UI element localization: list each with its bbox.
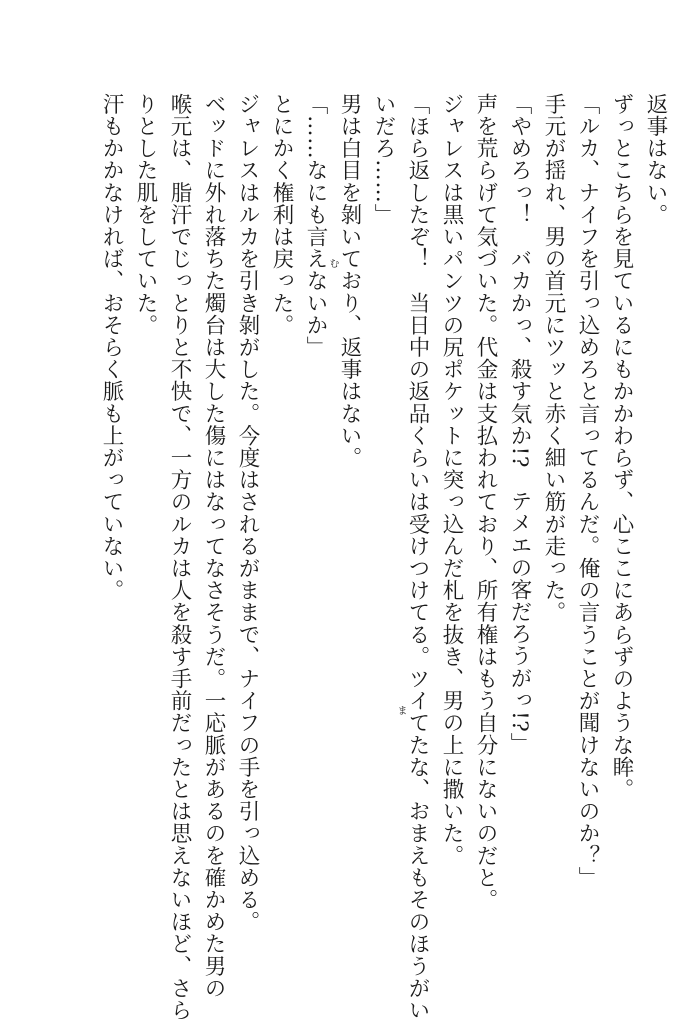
text-column: 手元が揺れ、男の首元にツッと赤く細い筋が走った。: [541, 93, 566, 624]
text-column: 喉元は、脂汗でじっとりと不快で、一方のルカは人を殺す手前だったとは思えないほど、さら: [167, 93, 192, 1021]
text-column: とにかく権利は戻った。: [269, 93, 294, 337]
text-column: ジャレスはルカを引き剝がした。今度はされるがままで、ナイフの手を引っ込める。: [235, 93, 260, 933]
text-column: ずっとこちらを見ているにもかかわらず、心ここにあらずのような眸。: [609, 93, 634, 801]
text-column: ジャレスは黒いパンツの尻ポケットに突っ込んだ札を抜き、男の上に撒いた。: [439, 93, 464, 867]
text-column: 男は白目を剝いており、返事はない。: [337, 93, 362, 469]
text-column: 「ルカ、ナイフを引っ込めろと言ってるんだ。俺の言うことが聞けないのか？」: [575, 93, 600, 889]
text-column: 返事はない。: [643, 93, 668, 226]
text-column: 「ほら返したぞ！ 当日中の返品くらいは受けつけてる。ツイてたな、おまえもそのほうがい: [405, 93, 430, 1021]
text-column: りとした肌をしていた。: [133, 93, 158, 337]
text-column: いだろ……」: [371, 93, 396, 226]
text-column: 「……なにも言えないか」: [303, 93, 328, 359]
text-column: 「やめろっ！ バカかっ、殺す気か!? テメエの客だろうがっ!?」: [507, 93, 532, 755]
text-column: 汗もかかなければ、おそらく脈も上がっていない。: [99, 93, 124, 602]
text-column: ベッドに外れ落ちた燭台は大した傷にはなってなさそうだ。一応脈があるのを確かめた男の: [201, 93, 226, 1000]
ruby-annotation: ま: [395, 705, 406, 715]
text-column: 声を荒らげて気づいた。代金は支払われており、所有権はもう自分にないのだと。: [473, 93, 498, 911]
ruby-annotation: む: [327, 258, 338, 268]
